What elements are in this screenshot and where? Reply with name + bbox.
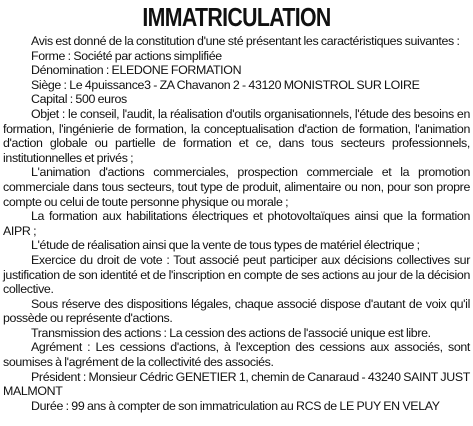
notice-body [3,34,470,413]
president-paragraph: Président : Monsieur Cédric GENETIER 1, chemin de Canaraud - 43240 SAINT JUST MALMONT [3,369,470,399]
notice-title: IMMATRICULATION [142,2,331,32]
siege-line: Siège : Le 4puissance3 - ZA Chavanon 2 - 43120 MONISTROL SUR LOIRE [31,77,420,92]
forme-line: Forme : Société par actions simplifiée [31,48,222,63]
duree-paragraph: Durée : 99 ans à compter de son immatriculation au RCS de LE PUY EN VELAY [31,398,440,413]
agrement-paragraph: Agrément : Les cessions d'actions, à l'exception des cessions aux associés, sont soumises à l'agrément de la collectivité des associés. [3,340,470,370]
reserve-paragraph: Sous réserve des dispositions légales, chaque associé dispose d'autant de voix qu'il possède ou représente d'actions. [3,296,470,326]
objet-paragraph: Objet : le conseil, l'audit, la réalisation d'outils organisationnels, l'étude des besoins en formation, l'ingénierie de formation, la conceptualisation d'action de formation, l'animation d'action globale ou partielle de formation et ce, dans tous secteurs professionnels, institutionnelles et privés ; [3,106,470,165]
etude-paragraph: L'étude de réalisation ainsi que la vente de tous types de matériel électrique ; [31,238,420,253]
intro-paragraph: Avis est donné de la constitution d'une sté présentant les caractéristiques suivantes : [31,34,460,48]
formation-paragraph: La formation aux habilitations électriques et photovoltaïques ainsi que la formation AIPR ; [3,209,470,238]
animation-paragraph: L'animation d'actions commerciales, prospection commerciale et la promotion commerciale dans tous secteurs, tout type de produit, alimentaire ou non, pour son propre compte ou celui de toute personne physique ou morale ; [3,165,470,209]
vote-paragraph: Exercice du droit de vote : Tout associé peut participer aux décisions collectives sur justification de son identité et de l'inscription en compte de ses actions au jour de la décision collective. [3,252,470,297]
capital-line: Capital : 500 euros [31,92,127,107]
denomination-line: Dénomination : ELEDONE FORMATION [31,63,242,78]
transmission-paragraph: Transmission des actions : La cession des actions de l'associé unique est libre. [31,325,431,340]
